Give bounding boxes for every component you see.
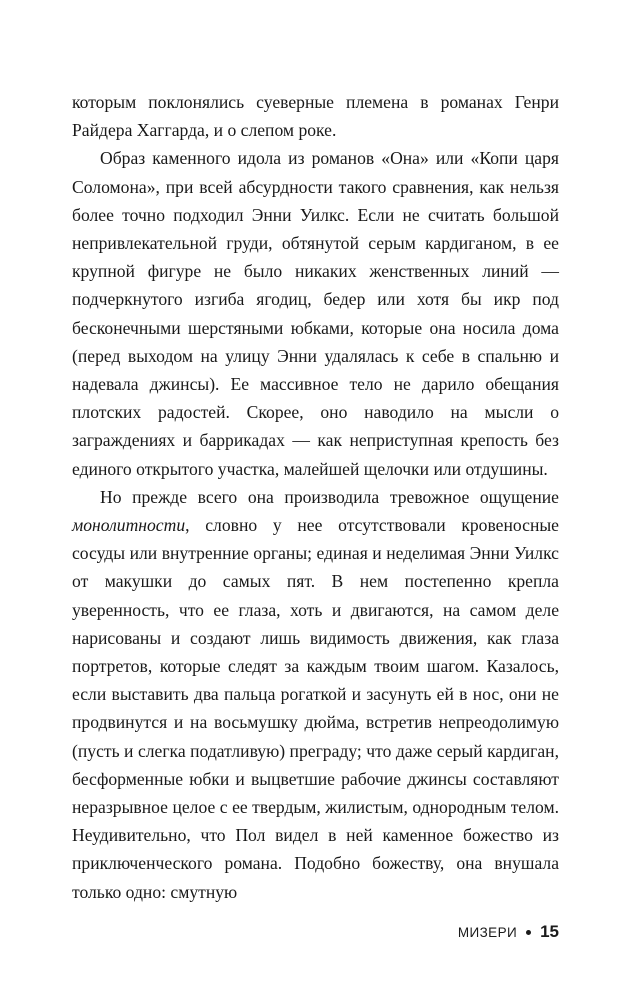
paragraph-3	[72, 483, 559, 906]
paragraph-3-emphasis: монолитности	[72, 515, 186, 536]
footer-page-number: 15	[540, 922, 559, 941]
footer-book-title: МИЗЕРИ	[457, 924, 518, 940]
paragraph-3-rest: , словно у нее отсутствовали кровеносные сосуды или внутренние органы; единая и неделимая Энни Уилкс от макушки до самых пят. В нем постепенно крепла уверенность, что ее глаза, хоть и двигаются, на самом деле нарисованы и создают лишь видимость движения, как глаза портретов, которые следят за каждым твоим шагом. Казалось, если выставить два пальца рогаткой и засунуть ей в нос, они не продвинутся и на восьмушку дюйма, встретив непреодолимую (пусть и слегка податливую) преграду; что даже серый кардиган, бесформенные юбки и выцветшие рабочие джинсы составляют неразрывное целое с ее твердым, жилистым, однородным телом. Неудивительно, что Пол видел в ней каменное божество из приключенческого романа. Подобно божеству, она внушала только одно: смутную	[72, 515, 559, 902]
paragraph-2: Образ каменного идола из романов «Она» или «Копи царя Соломона», при всей абсурдности такого сравнения, как нельзя более точно подходил Энни Уилкс. Если не считать большой непривлекательной груди, обтянутой серым кардиганом, в ее крупной фигуре не было никаких женственных линий — подчеркнутого изгиба ягодиц, бедер или хотя бы икр под бесконечными шерстяными юбками, которые она носила дома (перед выходом на улицу Энни удалялась к себе в спальню и надевала джинсы). Ее массивное тело не дарило обещания плотских радостей. Скорее, оно наводило на мысли о заграждениях и баррикадах — как неприступная крепость без единого открытого участка, малейшей щелочки или отдушины.	[72, 148, 559, 479]
page-body	[72, 88, 559, 906]
paragraph-1: которым поклонялись суеверные племена в романах Генри Райдера Хаггарда, и о слепом роке.	[72, 92, 559, 141]
footer-separator-dot-icon	[526, 930, 531, 935]
page-footer	[72, 922, 559, 942]
paragraph-3-lead: Но прежде всего она производила тревожное ощущение	[100, 486, 559, 507]
